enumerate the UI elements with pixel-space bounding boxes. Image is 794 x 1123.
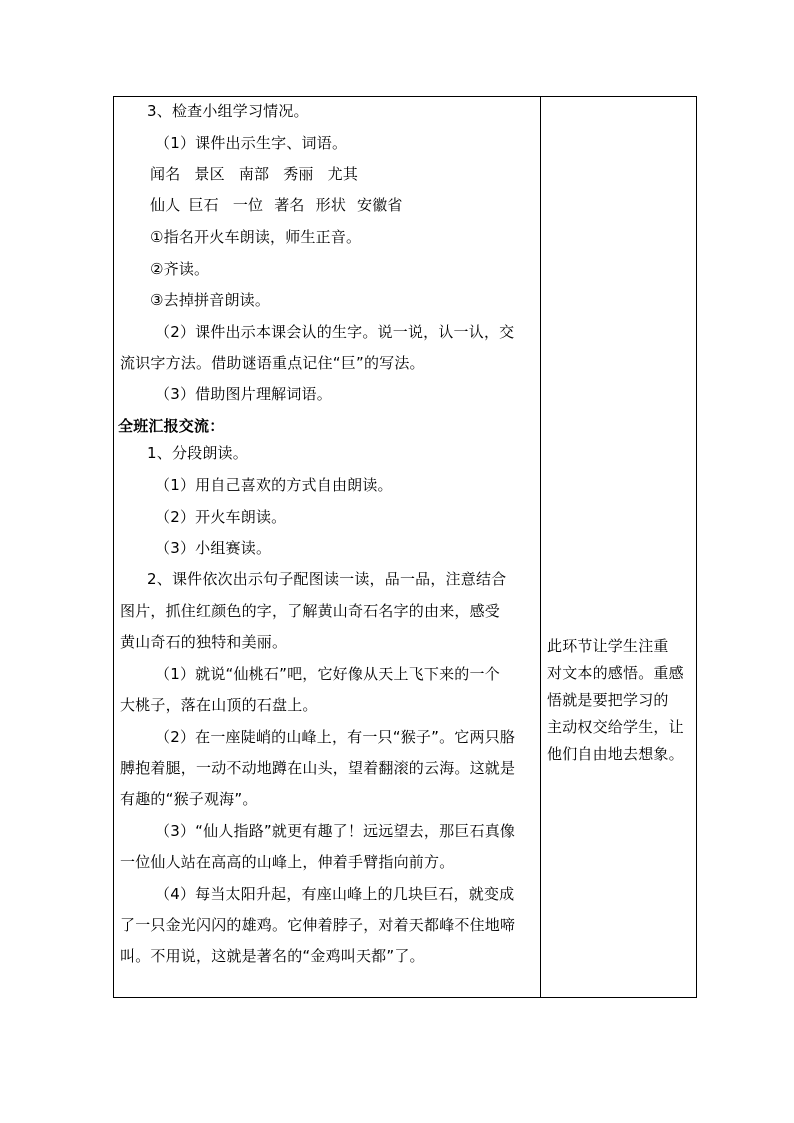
passage-4-line-2: 了一只金光闪闪的雄鸡。它伸着脖子，对着天都峰不住地啼 xyxy=(120,916,516,934)
circle-step-1: ①指名开火车朗读，师生正音。 xyxy=(150,228,362,246)
task-2-line-2: 图片，抓住红颜色的字，了解黄山奇石名字的由来，感受 xyxy=(120,602,501,620)
task-2-line-3: 黄山奇石的独特和美丽。 xyxy=(120,633,288,651)
vocab-word: 仙人 xyxy=(150,196,181,214)
vocab-word: 巨石 xyxy=(188,196,219,214)
task-2-line-1: 2、课件依次出示句子配图读一读，品一品，注意结合 xyxy=(147,570,507,588)
read-step-1: （1）用自己喜欢的方式自由朗读。 xyxy=(155,476,393,494)
side-note-line-2: 对文本的感悟。重感 xyxy=(547,664,684,682)
side-note-line-5: 他们自由地去想象。 xyxy=(547,745,684,763)
passage-2-line-1: （2）在一座陡峭的山峰上，有一只“猴子”。它两只胳 xyxy=(155,728,516,746)
read-heading: 1、分段朗读。 xyxy=(147,444,248,462)
passage-3-line-1: （3）“仙人指路”就更有趣了！远远望去，那巨石真像 xyxy=(155,822,516,840)
read-step-2: （2）开火车朗读。 xyxy=(155,508,287,526)
check-heading: 3、检查小组学习情况。 xyxy=(147,102,309,120)
passage-4-line-1: （4）每当太阳升起，有座山峰上的几块巨石，就变成 xyxy=(155,885,515,903)
passage-1-line-2: 大桃子，落在山顶的石盘上。 xyxy=(120,696,318,714)
vocab-word: 形状 xyxy=(315,196,347,214)
vocab-word: 闻名 xyxy=(150,165,181,183)
column-divider xyxy=(540,96,541,998)
vocab-word: 安徽省 xyxy=(357,196,403,214)
step-3: （3）借助图片理解词语。 xyxy=(155,385,332,403)
passage-2-line-2: 膊抱着腿，一动不动地蹲在山头，望着翻滚的云海。这就是 xyxy=(120,759,516,777)
step-1: （1）课件出示生字、词语。 xyxy=(155,134,348,152)
side-note-line-4: 主动权交给学生，让 xyxy=(547,718,684,736)
vocab-word: 著名 xyxy=(274,196,305,214)
circle-step-3: ③去掉拼音朗读。 xyxy=(150,291,271,309)
vocab-row-2 xyxy=(150,195,417,215)
passage-2-line-3: 有趣的“猴子观海”。 xyxy=(120,790,258,808)
class-report-heading: 全班汇报交流： xyxy=(118,417,225,435)
side-note-line-1: 此环节让学生注重 xyxy=(547,637,669,655)
vocab-row-1 xyxy=(150,164,372,184)
step-2-line-1: （2）课件出示本课会认的生字。说一说，认一认，交 xyxy=(155,323,515,341)
vocab-word: 南部 xyxy=(238,165,270,183)
vocab-word: 秀丽 xyxy=(283,165,314,183)
read-step-3: （3）小组赛读。 xyxy=(155,539,272,557)
vocab-word: 一位 xyxy=(232,196,264,214)
side-note-line-3: 悟就是要把学习的 xyxy=(547,691,669,709)
passage-3-line-2: 一位仙人站在高高的山峰上，伸着手臂指向前方。 xyxy=(120,853,455,871)
passage-1-line-1: （1）就说“仙桃石”吧，它好像从天上飞下来的一个 xyxy=(155,665,500,683)
circle-step-2: ②齐读。 xyxy=(150,260,210,278)
vocab-word: 景区 xyxy=(194,165,225,183)
vocab-word: 尤其 xyxy=(327,165,359,183)
passage-4-line-3: 叫。不用说，这就是著名的“金鸡叫天都”了。 xyxy=(120,947,425,965)
step-2-line-2: 流识字方法。借助谜语重点记住“巨”的写法。 xyxy=(120,354,425,372)
